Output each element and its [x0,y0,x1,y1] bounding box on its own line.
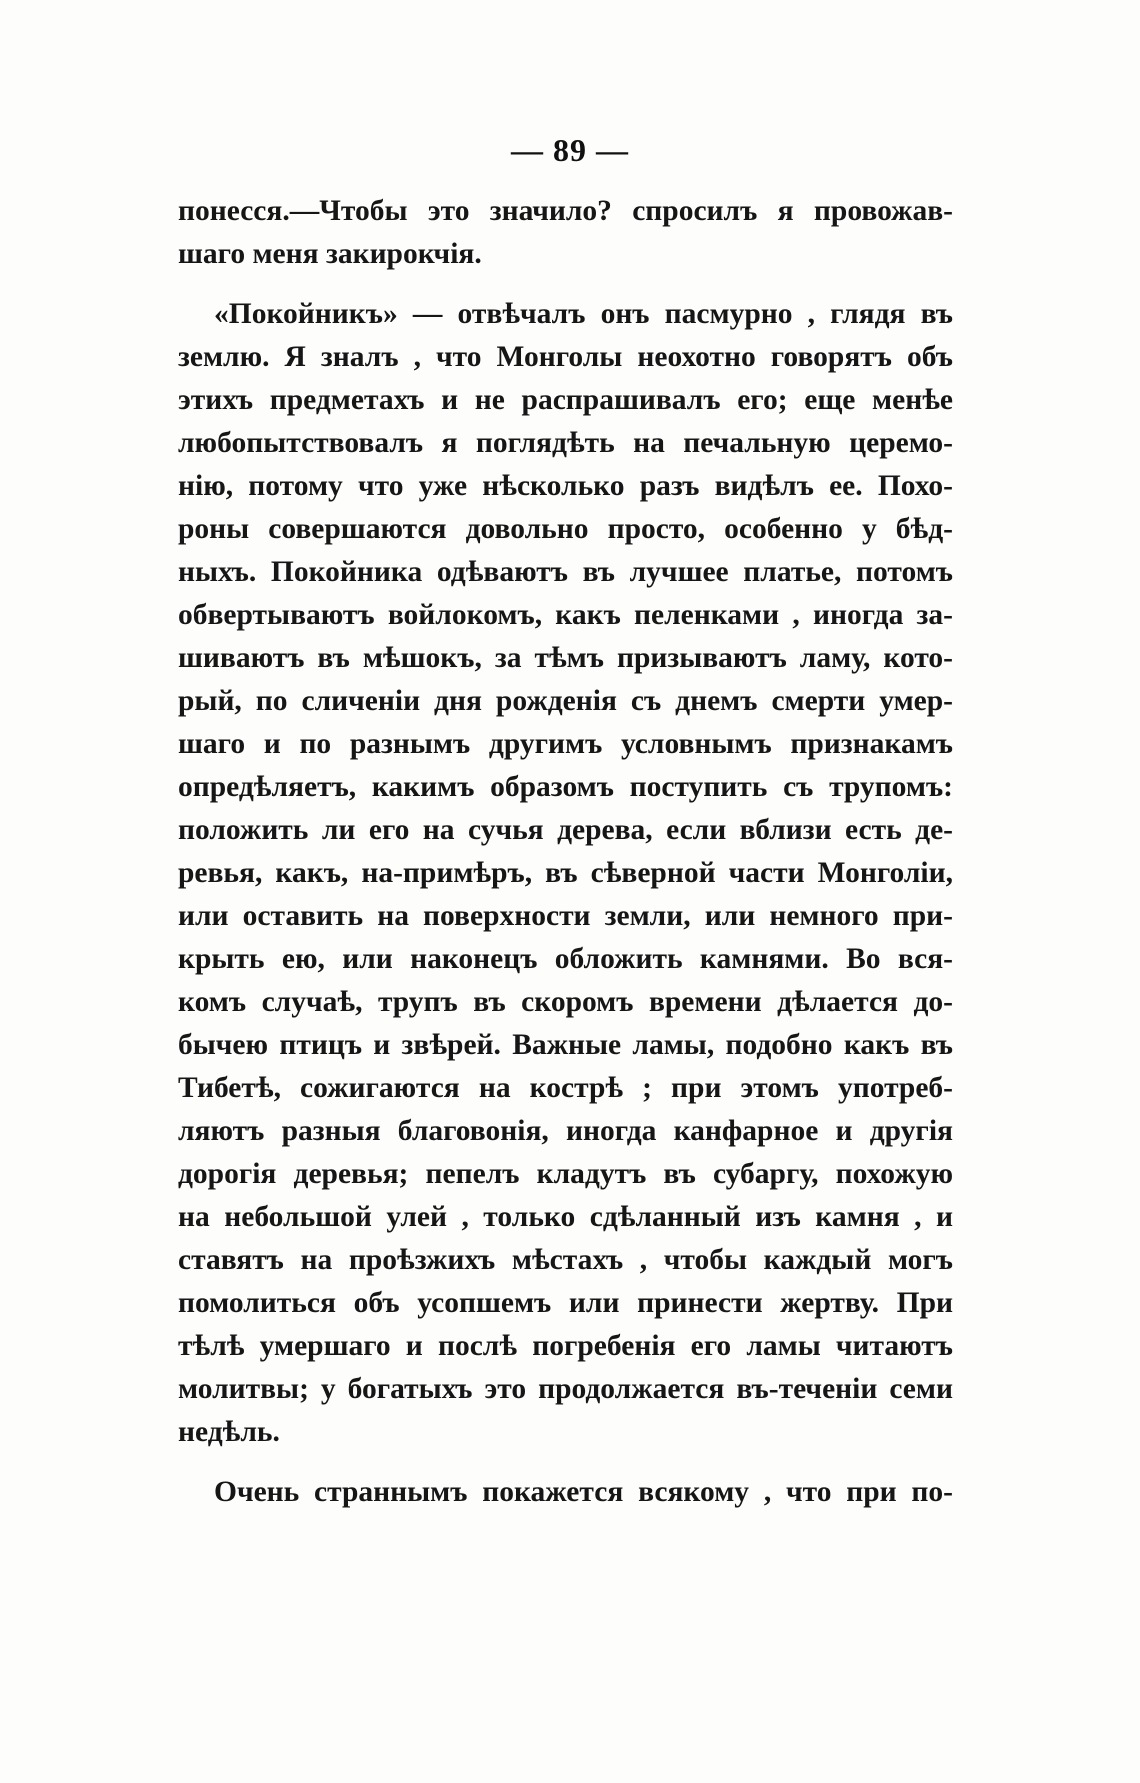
page-body [178,190,953,1514]
text-line: землю. Я зналъ , что Монголы неохотно говорятъ объ [178,341,953,373]
text-line: этихъ предметахъ и не распрашивалъ его; еще менѣе [178,384,953,416]
text-line: на небольшой улей , только сдѣланный изъ камня , и [178,1201,953,1233]
text-line: молитвы; у богатыхъ это продолжается въ-теченіи семи [178,1373,953,1405]
text-line: дорогія деревья; пепелъ кладутъ въ субаргу, похожую [178,1158,953,1190]
text-line: недѣль. [178,1416,280,1448]
text-line: или оставить на поверхности земли, или немного при- [178,900,953,932]
text-line: крыть ею, или наконецъ обложить камнями. Во вся- [178,943,953,975]
page-number: — 89 — [511,132,629,168]
text-line: опредѣляетъ, какимъ образомъ поступить съ трупомъ: [178,771,953,803]
text-line: шаго меня закирокчія. [178,238,482,270]
text-line: комъ случаѣ, трупъ въ скоромъ времени дѣлается до- [178,986,953,1018]
text-line: понесся.—Чтобы это значило? спросилъ я провожав- [178,195,953,227]
text-line: ныхъ. Покойника одѣваютъ въ лучшее платье, потомъ [178,556,953,588]
text-line: ляютъ разныя благовонія, иногда канфарное и другія [178,1115,953,1147]
text-line: обвертываютъ войлокомъ, какъ пеленками , иногда за- [178,599,953,631]
text-line: «Покойникъ» — отвѣчалъ онъ пасмурно , глядя въ [214,298,953,330]
text-line: нію, потому что уже нѣсколько разъ видѣлъ ее. Похо- [178,470,953,502]
text-line: положить ли его на сучья дерева, если вблизи есть де- [178,814,953,846]
text-line: ставятъ на проѣзжихъ мѣстахъ , чтобы каждый могъ [178,1244,953,1276]
text-line: бычею птицъ и звѣрей. Важные ламы, подобно какъ въ [178,1029,953,1061]
text-line: роны совершаются довольно просто, особенно у бѣд- [178,513,953,545]
text-line: Очень страннымъ покажется всякому , что при по- [214,1476,953,1508]
text-line: ревья, какъ, на-примѣръ, въ сѣверной части Монголіи, [178,857,953,889]
text-line: рый, по сличеніи дня рожденія съ днемъ смерти умер- [178,685,953,717]
text-line: Тибетѣ, сожигаются на кострѣ ; при этомъ употреб- [178,1072,953,1104]
text-line: тѣлѣ умершаго и послѣ погребенія его ламы читаютъ [178,1330,953,1362]
text-line: помолиться объ усопшемъ или принести жертву. При [178,1287,953,1319]
text-line: любопытствовалъ я поглядѣть на печальную церемо- [178,427,953,459]
text-line: шаго и по разнымъ другимъ условнымъ признакамъ [178,728,953,760]
text-line: шиваютъ въ мѣшокъ, за тѣмъ призываютъ ламу, кото- [178,642,953,674]
